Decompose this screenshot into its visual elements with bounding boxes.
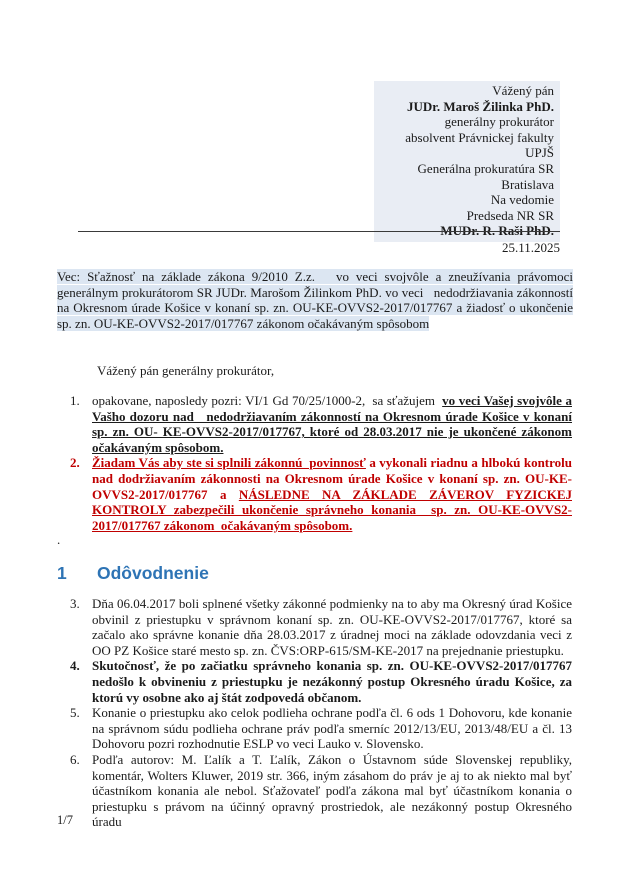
letter-date: 25.11.2025 <box>501 240 560 255</box>
list-item-text-part: Konanie o priestupku ako celok podlieha ochrane podľa čl. 6 ods 1 Dohovoru, kde konanie na správnom súdu podlieha ochrane práv podľa smerníc 2012/13/EU, 2013/48/EU a čl. 13 Dohovoru pozri rozhodnutie ESLP vo veci Lauko v. Slovensko. <box>92 705 572 752</box>
list-item <box>70 658 572 705</box>
list-item-text <box>92 658 572 705</box>
recipient-line: Predseda NR SR <box>466 207 554 223</box>
section-heading-title: Odôvodnenie <box>97 563 209 583</box>
list-item-text-part: Žiadam Vás aby ste si splnili zákonnú povinnosť <box>92 455 366 471</box>
salutation: Vážený pán generálny prokurátor, <box>97 363 275 378</box>
list-item-text <box>92 596 572 658</box>
recipient-line: Generálna prokuratúra SR <box>417 160 554 176</box>
list-item-text-part: a vykonali riadnu a hlbokú kontrolu nad dodržiavaním zákonnosti na Okresnom úrade Košice v konaní sp. zn. OU-KE-OVVS2-2017/017767 a <box>92 455 573 502</box>
recipient-line: JUDr. Maroš Žilinka PhD. <box>407 98 554 114</box>
list-item-text-part: Dňa 06.04.2017 boli splnené všetky zákonné podmienky na to aby ma Okresný úrad Košice obvinil z priestupku v správnom konaní sp. zn. OU-KE-OVVS2-2017/017767, ktoré sa začalo ako správne konanie dňa 28.03.2017 z úradnej moci na základe odovzdania veci z OO PZ Košice staré mesto sp. zn. ČVS:ORP-615/SM-KE-2017 na prejednanie priestupku. <box>92 596 572 658</box>
list-item-number: 3. <box>70 596 80 611</box>
subject-text: Vec: Sťažnosť na základe zákona 9/2010 Z.z. vo veci svojvôle a zneužívania právomoci generálnym prokurátorom SR JUDr. Marošom Žilinkom PhD. vo veci nedodržiavania zákonností na Okresnom úrade Košice v konaní sp. zn. OU-KE-OVVS2-2017/017767 a žiadosť o ukončenie sp. zn. OU-KE-OVVS2-2017/017767 zákonom očakávaným spôsobom <box>57 269 573 331</box>
recipient-line: absolvent Právnickej fakulty UPJŠ <box>405 129 554 161</box>
recipient-line: Bratislava <box>501 176 554 192</box>
list-item <box>70 705 572 752</box>
recipient-address-block <box>374 81 560 242</box>
list-item-number: 1. <box>70 393 80 408</box>
recipient-line: Na vedomie <box>490 192 554 208</box>
section-heading <box>57 562 209 584</box>
list-item <box>70 596 572 658</box>
list-item-number: 2. <box>70 455 80 471</box>
list-item-text <box>92 455 572 533</box>
list-item <box>70 455 572 533</box>
stray-period: . <box>57 532 61 547</box>
list-item-text-part: NÁSLEDNE NA ZÁKLADE ZÁVEROV FYZICKEJ KONTROLY zabezpečili ukončenie správneho konania sp. zn. OU-KE-OVVS2-2017/017767 zákonom očakávaným spôsobom. <box>92 486 572 533</box>
list-item-text <box>92 393 572 455</box>
recipient-line: MUDr. R. Raši PhD. <box>440 223 554 239</box>
list-item-text <box>92 752 572 830</box>
list-item-number: 5. <box>70 705 80 721</box>
subject-paragraph <box>57 269 573 331</box>
list-item-text-part: Skutočnosť, že po začiatku správneho konania sp. zn. OU-KE-OVVS2-2017/017767 nedošlo k obvineniu z priestupku je nezákonný postup Okresného úradu Košice, za ktorú vy osobne ako aj štát zodpovedá občanom. <box>92 658 572 705</box>
list-item <box>70 393 572 455</box>
page-number: 1/7 <box>57 813 73 827</box>
list-item <box>70 752 572 830</box>
list-item-number: 4. <box>70 658 80 674</box>
numbered-list-reasoning <box>70 596 572 830</box>
numbered-list-demands <box>70 393 572 533</box>
horizontal-divider <box>78 231 560 232</box>
recipient-line: Vážený pán <box>492 83 554 98</box>
list-item-text-part: opakovane, naposledy pozri: VI/1 Gd 70/25/1000-2, sa sťažujem <box>92 393 443 408</box>
list-item-text-part: vo veci Vašej svojvôle a Vašho dozoru nad nedodržiavaním zákonností na Okresnom úrade Košice v konaní sp. zn. OU- KE-OVVS2-2017/017767, ktoré od 28.03.2017 nie je ukončené zákonom očakávaným spôsobom. <box>92 393 572 455</box>
recipient-line: generálny prokurátor <box>444 114 554 130</box>
section-heading-number: 1 <box>57 563 67 583</box>
list-item-text <box>92 705 572 752</box>
list-item-number: 6. <box>70 751 80 767</box>
list-item-text-part: Podľa autorov: M. Ľalík a T. Ľalík, Zákon o Ústavnom súde Slovenskej republiky, komentár, Wolters Kluwer, 2019 str. 366, iným zásahom do práv je aj to ak niekto mal byť účastníkom konania ale nebol. Sťažovateľ podľa zákona mal byť účastníkom konania o priestupku s právom na účinný opravný prostriedok, ale nezákonný postup Okresného úradu <box>92 751 572 830</box>
